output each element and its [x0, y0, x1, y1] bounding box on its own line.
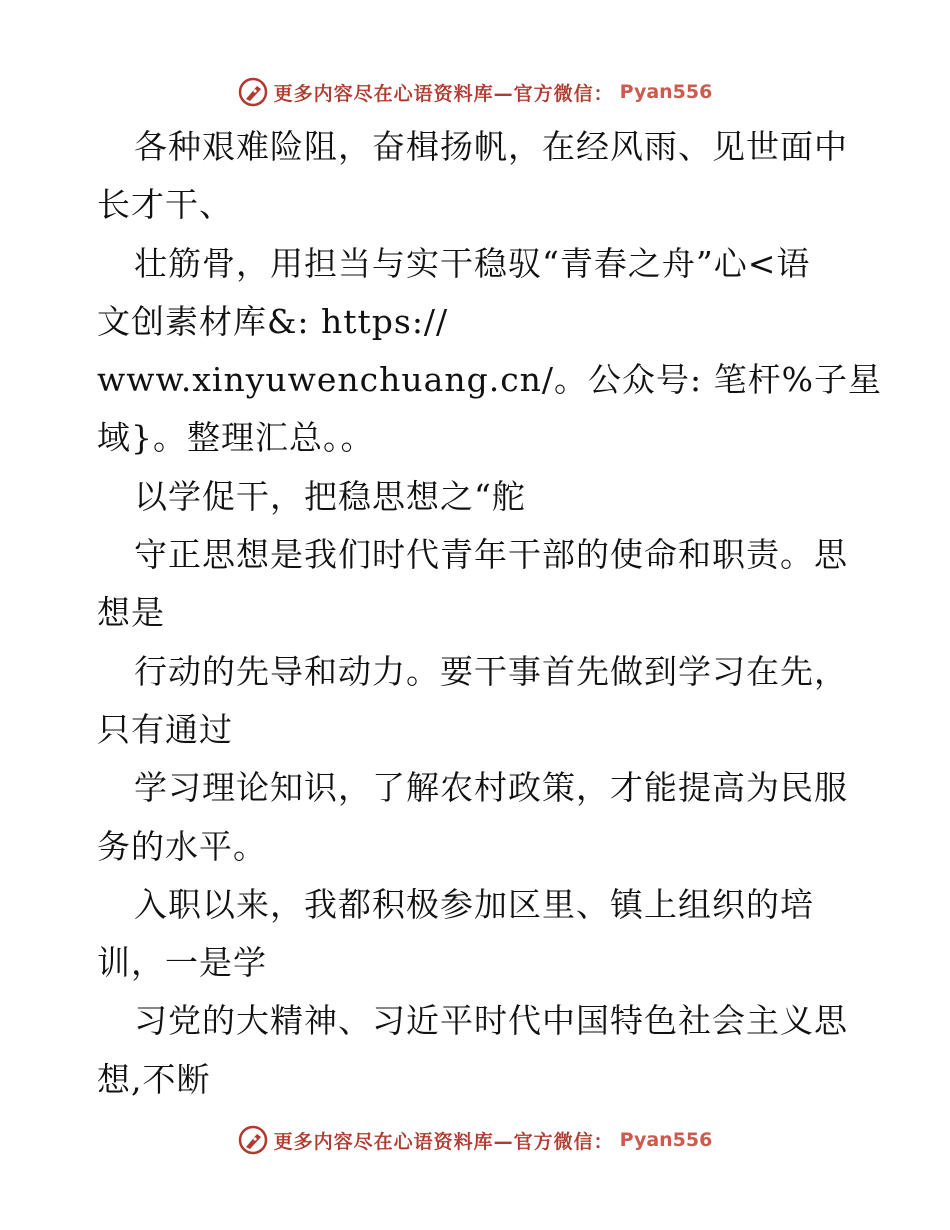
body-line: 守正思想是我们时代青年干部的使命和职责。思: [134, 535, 848, 575]
body-line: www.xinyuwenchuang.cn/。公众号: 笔杆%子星: [97, 360, 883, 400]
banner-wechat-id: Pyan556: [619, 1129, 713, 1151]
pen-nib-logo-icon: [238, 77, 268, 107]
footer-banner: [0, 1118, 950, 1162]
banner-wechat-id: Pyan556: [619, 81, 713, 103]
body-line: 域}。整理汇总。。: [97, 418, 375, 458]
body-line: 只有通过: [97, 709, 233, 749]
document-body: [97, 118, 883, 1109]
body-line: 训，一是学: [97, 943, 267, 983]
pen-nib-logo-icon: [238, 1125, 268, 1155]
body-line: 长才干、: [97, 185, 233, 225]
section-heading: 以学促干，把稳思想之“舵: [134, 476, 526, 516]
body-line: 各种艰难险阻，奋楫扬帆，在经风雨、见世面中: [134, 127, 848, 166]
body-line: 学习理论知识，了解农村政策，才能提高为民服: [134, 768, 848, 808]
body-line: 壮筋骨，用担当与实干稳驭“青春之舟”心<语: [134, 243, 811, 283]
body-line: 务的水平。: [97, 826, 267, 866]
banner-site-text: 更多内容尽在心语资料库—官方微信：: [273, 1130, 614, 1153]
body-line: 行动的先导和动力。要干事首先做到学习在先，: [134, 651, 848, 691]
body-line: 习党的大精神、习近平时代中国特色社会主义思: [134, 1001, 848, 1041]
body-line: 文创素材库&: https://: [97, 301, 449, 341]
header-banner: [0, 70, 950, 114]
banner-site-text: 更多内容尽在心语资料库—官方微信：: [273, 82, 614, 105]
body-line: 想,不断: [97, 1059, 211, 1099]
body-line: 入职以来，我都积极参加区里、镇上组织的培: [134, 884, 814, 924]
body-line: 想是: [97, 593, 165, 633]
